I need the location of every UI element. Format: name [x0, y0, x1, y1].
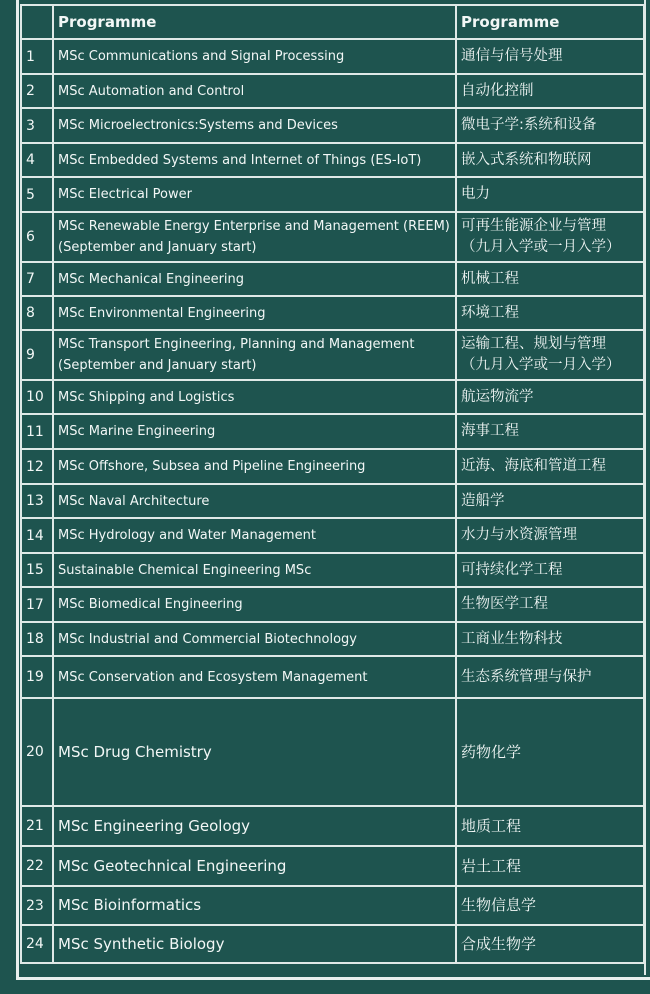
row-number: 4	[21, 143, 53, 177]
programme-english	[53, 143, 456, 177]
table-row	[21, 262, 644, 296]
programme-chinese-line: 通信与信号处理	[461, 48, 563, 64]
programme-english-line: MSc Biomedical Engineering	[58, 597, 243, 612]
programme-english	[53, 622, 456, 656]
programme-chinese-line: 工商业生物科技	[461, 630, 563, 647]
programme-english	[53, 177, 456, 212]
programme-english	[53, 484, 456, 518]
programme-english	[53, 330, 456, 380]
programme-chinese-line: 造船学	[461, 492, 505, 509]
programme-english	[53, 806, 456, 846]
programme-english-line: MSc Embedded Systems and Internet of Things (ES-IoT)	[58, 152, 422, 168]
programme-english-line: MSc Communications and Signal Processing	[58, 49, 345, 64]
programme-english-line: MSc Mechanical Engineering	[58, 271, 245, 287]
programme-english	[53, 925, 456, 963]
programme-chinese-line: 合成生物学	[461, 934, 537, 953]
programme-chinese	[456, 846, 644, 886]
row-number: 21	[21, 806, 53, 846]
programme-english-line: MSc Synthetic Biology	[58, 934, 225, 953]
programme-chinese-line: 嵌入式系统和物联网	[461, 151, 592, 168]
programme-english-line: MSc Transport Engineering, Planning and Management	[58, 337, 415, 352]
row-number: 13	[21, 484, 53, 518]
programme-chinese-line: 机械工程	[461, 270, 519, 287]
table-row	[21, 449, 644, 484]
programme-english-line: MSc Microelectronics:Systems and Devices	[58, 118, 338, 133]
programme-chinese-line: 近海、海底和管道工程	[461, 458, 606, 474]
row-number: 17	[21, 587, 53, 622]
programme-english-line: MSc Shipping and Logistics	[58, 389, 235, 405]
programme-chinese	[456, 484, 644, 518]
programme-chinese	[456, 262, 644, 296]
table-row	[21, 656, 644, 698]
programme-chinese	[456, 886, 644, 925]
row-number: 2	[21, 74, 53, 108]
programme-chinese	[456, 622, 644, 656]
programme-english-line: MSc Offshore, Subsea and Pipeline Engineering	[58, 459, 366, 474]
table-row	[21, 806, 644, 846]
programme-english-line: MSc Drug Chemistry	[58, 742, 212, 761]
programme-chinese	[456, 698, 644, 806]
table-row	[21, 143, 644, 177]
table-row	[21, 698, 644, 806]
programme-chinese	[456, 212, 644, 262]
programme-english	[53, 656, 456, 698]
table-row	[21, 518, 644, 553]
programme-english-line: MSc Automation and Control	[58, 83, 245, 99]
row-number: 20	[21, 698, 53, 806]
programme-english	[53, 39, 456, 74]
programme-chinese-line: 电力	[461, 186, 490, 202]
programme-chinese-line: 生物信息学	[461, 896, 537, 914]
row-number: 19	[21, 656, 53, 698]
table-row	[21, 622, 644, 656]
table-row	[21, 177, 644, 212]
programme-english	[53, 414, 456, 449]
programme-chinese	[456, 925, 644, 963]
programme-english	[53, 108, 456, 143]
programme-chinese	[456, 296, 644, 330]
table-row	[21, 846, 644, 886]
table-row	[21, 553, 644, 587]
programme-english-line: MSc Hydrology and Water Management	[58, 528, 316, 543]
table-row	[21, 587, 644, 622]
programme-chinese	[456, 553, 644, 587]
programme-chinese	[456, 330, 644, 380]
table-row	[21, 296, 644, 330]
programme-english	[53, 74, 456, 108]
row-number: 22	[21, 846, 53, 886]
row-number: 8	[21, 296, 53, 330]
table-row	[21, 108, 644, 143]
row-number: 12	[21, 449, 53, 484]
header-chinese-programme: Programme	[456, 5, 644, 39]
row-number: 24	[21, 925, 53, 963]
table-row	[21, 212, 644, 262]
programme-chinese-line: 水力与水资源管理	[461, 527, 577, 543]
row-number: 14	[21, 518, 53, 553]
programme-chinese-line: 环境工程	[461, 304, 519, 321]
programme-chinese-line: 航运物流学	[461, 388, 534, 405]
programme-english	[53, 698, 456, 806]
programme-english-line: MSc Environmental Engineering	[58, 305, 266, 321]
table-row	[21, 484, 644, 518]
programme-chinese-line: 可再生能源企业与管理	[461, 218, 606, 234]
programme-chinese-line: 岩土工程	[461, 856, 522, 875]
header-english-programme: Programme	[53, 5, 456, 39]
programme-english	[53, 380, 456, 414]
programme-english-line: MSc Naval Architecture	[58, 493, 210, 509]
programme-chinese-line: 自动化控制	[461, 82, 534, 99]
programme-chinese-line: 生物医学工程	[461, 596, 548, 612]
programme-chinese-line: 微电子学:系统和设备	[461, 117, 597, 133]
programme-chinese	[456, 143, 644, 177]
programme-english	[53, 553, 456, 587]
row-number: 7	[21, 262, 53, 296]
programme-chinese	[456, 656, 644, 698]
programme-table	[20, 4, 645, 964]
programme-chinese	[456, 449, 644, 484]
programme-english	[53, 449, 456, 484]
programme-chinese-note: （九月入学或一月入学）	[461, 239, 621, 255]
row-number: 15	[21, 553, 53, 587]
table-row	[21, 330, 644, 380]
row-number: 3	[21, 108, 53, 143]
table-row	[21, 925, 644, 963]
row-number: 6	[21, 212, 53, 262]
row-number: 23	[21, 886, 53, 925]
programme-chinese-line: 地质工程	[461, 816, 522, 835]
programme-chinese	[456, 108, 644, 143]
programme-chinese	[456, 177, 644, 212]
header-num	[21, 5, 53, 39]
programme-chinese	[456, 414, 644, 449]
programme-english	[53, 296, 456, 330]
programme-english-line: MSc Electrical Power	[58, 187, 192, 202]
programme-english-note: (September and January start)	[58, 358, 257, 373]
programme-english-line: MSc Engineering Geology	[58, 816, 251, 835]
row-number: 5	[21, 177, 53, 212]
row-number: 1	[21, 39, 53, 74]
programme-chinese	[456, 587, 644, 622]
programme-chinese-note: （九月入学或一月入学）	[461, 357, 621, 373]
programme-english-note: (September and January start)	[58, 240, 257, 255]
programme-english	[53, 262, 456, 296]
programme-english-line: MSc Industrial and Commercial Biotechnology	[58, 631, 357, 647]
programme-english-line: Sustainable Chemical Engineering MSc	[58, 562, 312, 578]
row-number: 11	[21, 414, 53, 449]
programme-chinese	[456, 74, 644, 108]
table-header-row	[21, 5, 644, 39]
table-row	[21, 380, 644, 414]
table-body	[21, 39, 644, 963]
programme-chinese-line: 药物化学	[461, 742, 522, 761]
programme-english-line: MSc Geotechnical Engineering	[58, 856, 287, 875]
programme-chinese-line: 运输工程、规划与管理	[461, 336, 606, 352]
programme-english	[53, 518, 456, 553]
programme-chinese	[456, 380, 644, 414]
row-number: 18	[21, 622, 53, 656]
programme-english-line: MSc Renewable Energy Enterprise and Management (REEM)	[58, 219, 450, 234]
row-number: 9	[21, 330, 53, 380]
programme-english-line: MSc Marine Engineering	[58, 424, 216, 439]
programme-chinese-line: 可持续化学工程	[461, 561, 563, 578]
programme-english	[53, 587, 456, 622]
programme-chinese	[456, 518, 644, 553]
programme-english	[53, 212, 456, 262]
table-row	[21, 39, 644, 74]
programme-english	[53, 846, 456, 886]
programme-english-line: MSc Conservation and Ecosystem Management	[58, 669, 368, 685]
programme-chinese-line: 海事工程	[461, 423, 519, 439]
table-row	[21, 414, 644, 449]
table-row	[21, 74, 644, 108]
programme-english-line: MSc Bioinformatics	[58, 896, 202, 914]
row-number: 10	[21, 380, 53, 414]
table-row	[21, 886, 644, 925]
programme-chinese	[456, 806, 644, 846]
programme-chinese	[456, 39, 644, 74]
programme-english	[53, 886, 456, 925]
programme-chinese-line: 生态系统管理与保护	[461, 668, 592, 685]
